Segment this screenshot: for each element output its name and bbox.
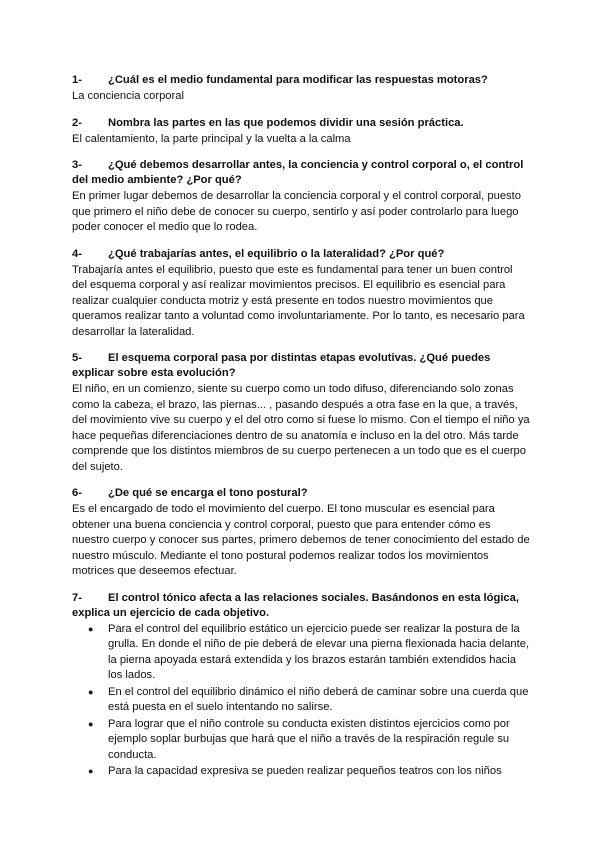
question-block-2 bbox=[72, 116, 530, 148]
list-item-text: Para el control del equilibrio estático un ejercicio puede ser realizar la postura de la grulla. En donde el niño de pie deberá de elevar una pierna flexionada hacia delante, la pierna apoyada estará extendida y los brazos estarán también extendidos hacia los lados. bbox=[108, 622, 530, 681]
document-page bbox=[72, 73, 530, 791]
question-number: 1- bbox=[72, 74, 82, 86]
question-text: Nombra las partes en las que podemos dividir una sesión práctica. bbox=[108, 116, 464, 129]
list-item-text: Para la capacidad expresiva se pueden realizar pequeños teatros con los niños bbox=[108, 765, 502, 777]
bullet-icon: ● bbox=[88, 686, 94, 697]
question-number: 7- bbox=[72, 591, 82, 604]
list-item bbox=[88, 622, 530, 684]
question-block-1 bbox=[72, 73, 530, 105]
question-number: 2- bbox=[72, 116, 82, 129]
question-text: El esquema corporal pasa por distintas etapas evolutivas. ¿Qué puedes explicar sobre esta evolución? bbox=[72, 352, 491, 379]
list-item bbox=[88, 764, 530, 780]
list-item bbox=[88, 717, 530, 764]
question-text: ¿Cuál es el medio fundamental para modificar las respuestas motoras? bbox=[108, 74, 488, 86]
question-number: 6- bbox=[72, 487, 82, 499]
question-heading bbox=[72, 158, 530, 188]
question-heading bbox=[72, 73, 530, 88]
bullet-icon: ● bbox=[88, 623, 94, 634]
answer-text: La conciencia corporal bbox=[72, 90, 184, 102]
answer-text: Trabajaría antes el equilibrio, puesto que este es fundamental para tener un buen control del esquema corporal y así realizar movimientos precisos. El equilibrio es esencial para realizar cualquier conducta motriz y está presente en todos nuestro movimientos que queramos realizar tanto a voluntad como involuntariamente. Por lo tanto, es necesario para desarrollar la lateralidad. bbox=[72, 263, 525, 338]
answer-bullet-list bbox=[72, 622, 530, 780]
question-text: ¿Qué debemos desarrollar antes, la conciencia y control corporal o, el control del medio ambiente? ¿Por qué? bbox=[72, 159, 524, 186]
answer-text: El calentamiento, la parte principal y la vuelta a la calma bbox=[72, 132, 351, 145]
question-text: ¿De qué se encarga el tono postural? bbox=[108, 487, 308, 499]
question-block-3 bbox=[72, 158, 530, 236]
question-number: 3- bbox=[72, 159, 82, 171]
question-number: 5- bbox=[72, 352, 82, 364]
bullet-icon: ● bbox=[88, 718, 94, 729]
list-item bbox=[88, 685, 530, 716]
question-block-4 bbox=[72, 247, 530, 341]
answer-text: El niño, en un comienzo, siente su cuerpo como un todo difuso, diferenciando solo zonas como la cabeza, el brazo, las piernas... , pasando después a otra fase en la que, a través, del movimiento vive su cuerpo y el del otro como si fuese lo mismo. Con el tiempo el niño ya hace pequeñas diferenciaciones dentro de su anatomía e incluso en la del otro. Más tarde comprende que los distintos miembros de su cuerpo pertenecen a un todo que es el cuerpo del sujeto. bbox=[72, 383, 530, 473]
question-text: ¿Qué trabajarías antes, el equilibrio o la lateralidad? ¿Por qué? bbox=[108, 247, 445, 260]
answer-text: En primer lugar debemos de desarrollar la conciencia corporal y el control corporal, puesto que primero el niño debe de conocer su cuerpo, sentirlo y así poder controlarlo para luego poder conocer el medio que lo rodea. bbox=[72, 190, 521, 233]
question-heading bbox=[72, 247, 530, 262]
question-number: 4- bbox=[72, 247, 82, 260]
list-item-text: En el control del equilibrio dinámico el niño deberá de caminar sobre una cuerda que está puesta en el suelo intentando no salirse. bbox=[108, 685, 529, 713]
question-heading bbox=[72, 591, 530, 621]
question-block-5 bbox=[72, 351, 530, 475]
question-block-7 bbox=[72, 591, 530, 780]
bullet-icon: ● bbox=[88, 766, 94, 776]
question-heading bbox=[72, 486, 530, 501]
question-text: El control tónico afecta a las relaciones sociales. Basándonos en esta lógica, explica un ejercicio de cada objetivo. bbox=[72, 591, 519, 619]
list-item-text: Para lograr que el niño controle su conducta existen distintos ejercicios como por ejemplo soplar burbujas que hará que el niño a través de la respiración regule su conducta. bbox=[108, 717, 510, 761]
answer-text: Es el encargado de todo el movimiento del cuerpo. El tono muscular es esencial para obtener una buena conciencia y control corporal, puesto que para entender cómo es nuestro cuerpo y conocer sus partes, primero debemos de tener conocimiento del estado de nuestro músculo. Mediante el tono postural podemos realizar todos los movimientos motrices que deseemos efectuar. bbox=[72, 503, 530, 577]
question-heading bbox=[72, 351, 530, 381]
question-block-6 bbox=[72, 486, 530, 580]
question-heading bbox=[72, 116, 530, 131]
